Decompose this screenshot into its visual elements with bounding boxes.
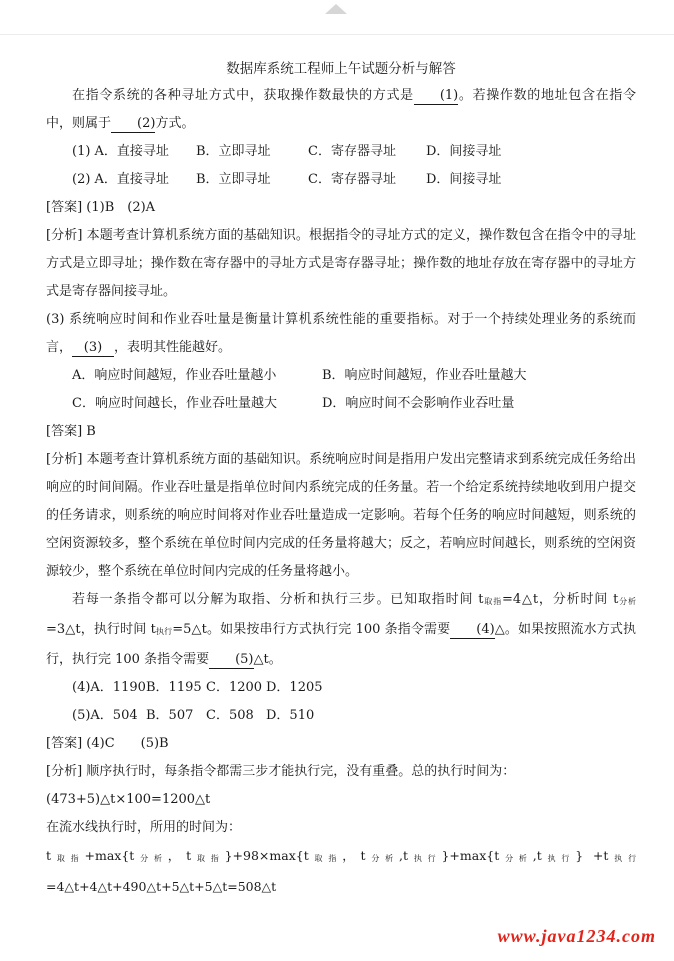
- option: (5)A．504: [72, 708, 138, 723]
- options-q4: [46, 674, 636, 702]
- option: B．立即寻址: [196, 144, 271, 159]
- question-3-stem: (3) 系统响应时间和作业吞吐量是衡量计算机系统性能的重要指标。对于一个持续处理业务的系统而言， (3) ，表明其性能越好。: [46, 312, 636, 355]
- option: C．寄存器寻址: [308, 172, 396, 187]
- blank-3: (3): [72, 340, 114, 357]
- analysis-q4: [分析] 顺序执行时，每条指令都需三步才能执行完，没有重叠。总的执行时间为：: [46, 764, 516, 779]
- options-q3-row2: [46, 390, 636, 418]
- options-q3-row1: [46, 362, 636, 390]
- option: B．立即寻址: [196, 172, 271, 187]
- option: C．响应时间越长，作业吞吐量越大: [72, 396, 277, 411]
- option: A．响应时间越短，作业吞吐量越小: [72, 368, 277, 383]
- analysis-q3: [分析] 本题考查计算机系统方面的基础知识。系统响应时间是指用户发出完整请求到系统完成任务给出响应的时间间隔。作业吞吐量是指单位时间内系统完成的任务量。若一个给定系统持续地收到用户提交的任务请求，则系统的响应时间将对作业吞吐量造成一定影响。若每个任务的响应时间越短，则系统的空闲资源较多，整个系统在单位时间内完成的任务量将越大；反之，若响应时间越长，则系统的空闲资源较少，整个系统在单位时间内完成的任务量将越小。: [46, 452, 636, 579]
- option: D．响应时间不会影响作业吞吐量: [322, 396, 515, 411]
- answer-q3: [答案] B: [46, 424, 96, 439]
- question-4-stem: 若每一条指令都可以分解为取指、分析和执行三步。已知取指时间 t取指=4△t，分析时间 t分析=3△t，执行时间 t执行=5△t。如果按串行方式执行完 100 条指令需要 (4)△。如果按照流水方式执行，执行完 100 条指令需要 (5)△t。: [46, 592, 637, 667]
- analysis-q1: [分析] 本题考查计算机系统方面的基础知识。根据指令的寻址方式的定义，操作数包含在指令中的寻址方式是立即寻址；操作数在寄存器中的寻址方式是寄存器寻址；操作数的地址存放在寄存器中的寻址方式是寄存器间接寻址。: [46, 228, 636, 299]
- scroll-up-icon[interactable]: [325, 4, 347, 14]
- answer-q1: [答案] (1)B (2)A: [46, 200, 156, 215]
- blank-4: (4): [450, 622, 494, 639]
- blank-1: (1): [414, 88, 458, 105]
- blank-5: (5): [209, 652, 253, 669]
- page-title: 数据库系统工程师上午试题分析与解答: [226, 61, 456, 77]
- option: D．间接寻址: [426, 144, 502, 159]
- pipeline-intro: 在流水线执行时，所用的时间为：: [46, 820, 242, 835]
- option: (2) A．直接寻址: [72, 172, 169, 187]
- option: C．寄存器寻址: [308, 144, 396, 159]
- formula-pipeline: t取指+max{t分析，t取指}+98×max{t取指，t分析,t执行}+max{t分析,t执行} +t执行=4△t+4△t+490△t+5△t+5△t=508△t: [46, 848, 637, 894]
- option: C．1200: [206, 680, 263, 695]
- top-bar: [0, 0, 674, 35]
- blank-2: (2): [111, 116, 155, 133]
- formula-serial: (473+5)△t×100=1200△t: [46, 792, 211, 807]
- option: D．间接寻址: [426, 172, 502, 187]
- option: B．响应时间越短，作业吞吐量越大: [322, 368, 527, 383]
- option: B．507: [146, 708, 194, 723]
- option: B．1195: [146, 680, 202, 695]
- options-q2: [46, 166, 636, 194]
- option: C．508: [206, 708, 254, 723]
- option: (1) A．直接寻址: [72, 144, 169, 159]
- question-1-stem: 在指令系统的各种寻址方式中，获取操作数最快的方式是 (1)。若操作数的地址包含在指令中，则属于 (2)方式。: [46, 88, 636, 131]
- watermark: www.java1234.com: [497, 926, 656, 946]
- answer-q4: [答案] (4)C (5)B: [46, 736, 169, 751]
- option: (4)A．1190: [72, 680, 146, 695]
- options-q5: [46, 702, 636, 730]
- option: D．510: [266, 708, 315, 723]
- options-q1: [46, 138, 636, 166]
- document-page: [46, 56, 636, 901]
- option: D．1205: [266, 680, 323, 695]
